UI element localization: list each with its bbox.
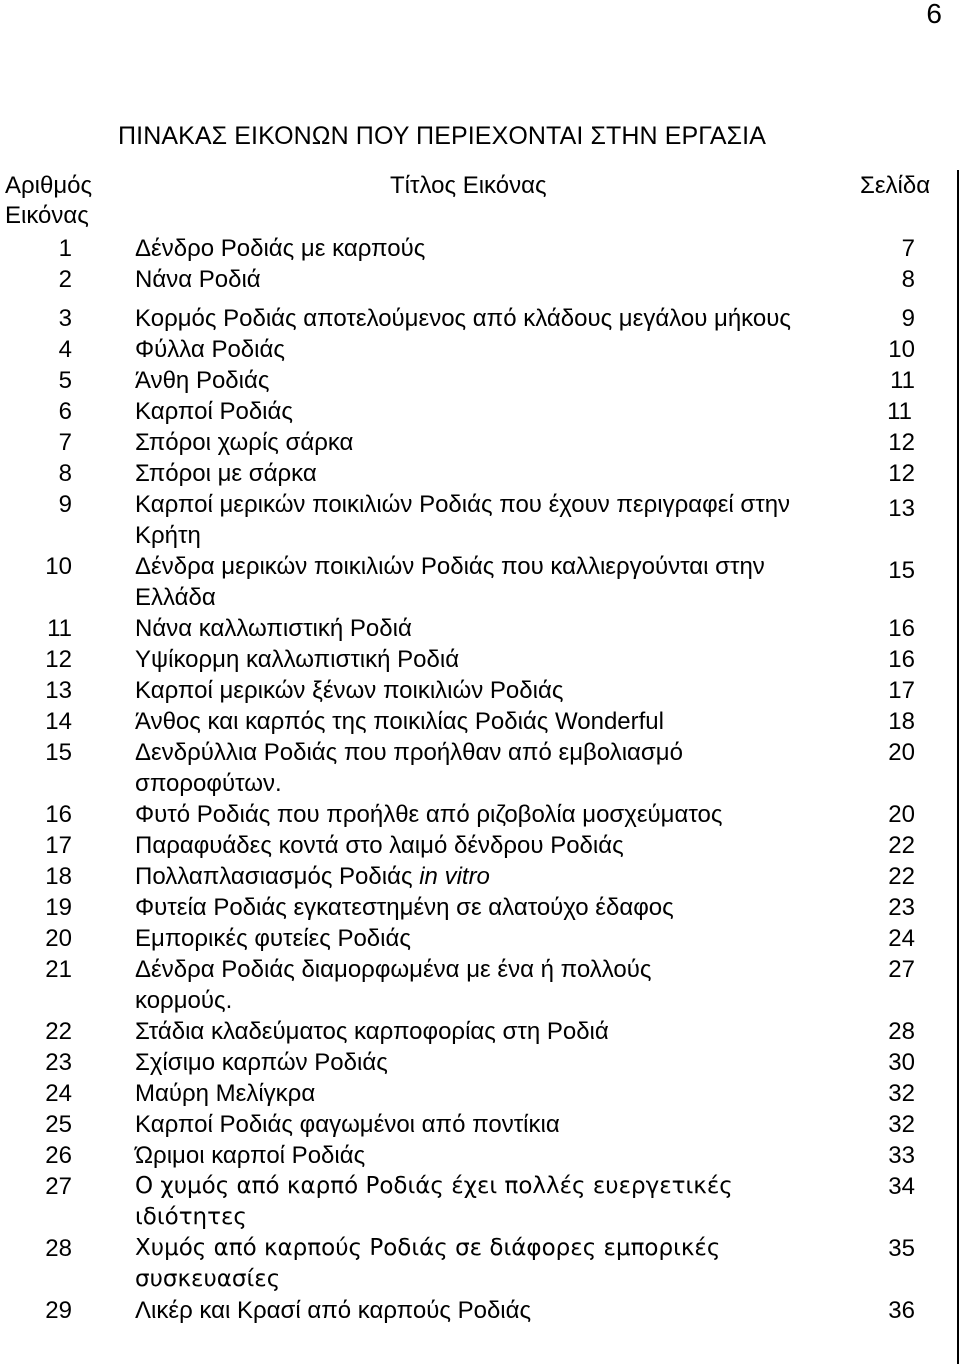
page-number: 6 bbox=[926, 0, 942, 29]
table-row bbox=[0, 613, 960, 644]
row-number: 2 bbox=[58, 266, 72, 293]
row-number: 27 bbox=[45, 1173, 72, 1200]
table-row bbox=[0, 551, 960, 613]
row-page: 20 bbox=[888, 801, 915, 828]
row-page: 12 bbox=[888, 429, 915, 456]
row-number: 24 bbox=[45, 1080, 72, 1107]
table-row bbox=[0, 675, 960, 706]
row-number: 22 bbox=[45, 1018, 72, 1045]
row-number: 18 bbox=[45, 863, 72, 890]
row-page: 8 bbox=[901, 266, 915, 293]
row-page: 20 bbox=[888, 739, 915, 766]
row-title: Μαύρη Μελίγκρα bbox=[135, 1080, 316, 1107]
table-row bbox=[0, 303, 960, 334]
table-row bbox=[0, 365, 960, 396]
row-number: 15 bbox=[45, 739, 72, 766]
row-number: 9 bbox=[58, 491, 72, 518]
column-header-number bbox=[5, 171, 125, 231]
row-title: Νάνα καλλωπιστική Ροδιά bbox=[135, 615, 412, 642]
row-page: 22 bbox=[888, 863, 915, 890]
row-number: 7 bbox=[58, 429, 72, 456]
row-page: 17 bbox=[888, 677, 915, 704]
column-header-number-line2: Εικόνας bbox=[5, 202, 89, 229]
table-row bbox=[0, 799, 960, 830]
row-title: Σχίσιμο καρπών Ροδιάς bbox=[135, 1049, 388, 1076]
table-row bbox=[0, 489, 960, 551]
table-row bbox=[0, 737, 960, 799]
row-title: Στάδια κλαδεύματος καρποφορίας στη Ροδιά bbox=[135, 1018, 609, 1045]
row-number: 20 bbox=[45, 925, 72, 952]
row-number: 1 bbox=[58, 235, 72, 262]
row-title: Ώριμοι καρποί Ροδιάς bbox=[135, 1142, 366, 1169]
row-title: Δένδρα Ροδιάς διαμορφωμένα με ένα ή πολλούς κορμούς. bbox=[135, 956, 652, 1014]
row-title: Δένδρα μερικών ποικιλιών Ροδιάς που καλλιεργούνται στην Ελλάδα bbox=[135, 553, 765, 611]
table-row bbox=[0, 644, 960, 675]
row-page: 16 bbox=[888, 646, 915, 673]
row-title: Φύλλα Ροδιάς bbox=[135, 336, 285, 363]
table-row bbox=[0, 1109, 960, 1140]
column-header-number-line1: Αριθμός bbox=[5, 172, 93, 199]
table-row bbox=[0, 892, 960, 923]
column-header-page: Σελίδα bbox=[860, 172, 931, 199]
table-row bbox=[0, 1078, 960, 1109]
row-title: Καρποί μερικών ξένων ποικιλιών Ροδιάς bbox=[135, 677, 564, 704]
table-row bbox=[0, 923, 960, 954]
row-title: Υψίκορμη καλλωπιστική Ροδιά bbox=[135, 646, 460, 673]
row-title: Καρποί Ροδιάς bbox=[135, 398, 293, 425]
row-number: 14 bbox=[45, 708, 72, 735]
table-row bbox=[0, 1295, 960, 1326]
row-title-text: Πολλαπλασιασμός Ροδιάς bbox=[135, 863, 413, 890]
table-row bbox=[0, 706, 960, 737]
row-page: 24 bbox=[888, 925, 915, 952]
row-title: Σπόροι χωρίς σάρκα bbox=[135, 429, 354, 456]
table-row bbox=[0, 1140, 960, 1171]
row-title: Ο χυμός από καρπό Ροδιάς έχει πολλές ευεργετικές ιδιότητες bbox=[135, 1173, 733, 1230]
row-page: 13 bbox=[888, 495, 915, 522]
row-page: 22 bbox=[888, 832, 915, 859]
row-page: 9 bbox=[901, 305, 915, 332]
row-number: 4 bbox=[58, 336, 72, 363]
row-page: 27 bbox=[888, 956, 915, 983]
row-page: 18 bbox=[888, 708, 915, 735]
table-header bbox=[0, 170, 960, 232]
row-title bbox=[135, 861, 825, 892]
row-title: Σπόροι με σάρκα bbox=[135, 460, 317, 487]
row-number: 28 bbox=[45, 1235, 72, 1262]
row-title: Χυμός από καρπούς Ροδιάς σε διάφορες εμπορικές συσκευασίες bbox=[135, 1235, 721, 1292]
row-number: 11 bbox=[47, 615, 72, 642]
row-title: Εμπορικές φυτείες Ροδιάς bbox=[135, 925, 411, 952]
row-number: 25 bbox=[45, 1111, 72, 1138]
row-page: 15 bbox=[888, 557, 915, 584]
row-title: Φυτεία Ροδιάς εγκατεστημένη σε αλατούχο έδαφος bbox=[135, 894, 674, 921]
table-row bbox=[0, 334, 960, 365]
row-page: 16 bbox=[888, 615, 915, 642]
row-number: 17 bbox=[45, 832, 72, 859]
figures-table-body bbox=[0, 232, 960, 1326]
row-page: 11 bbox=[887, 398, 912, 425]
row-page: 32 bbox=[888, 1111, 915, 1138]
row-number: 6 bbox=[58, 398, 72, 425]
row-page: 36 bbox=[888, 1297, 915, 1324]
table-row bbox=[0, 1016, 960, 1047]
table-row bbox=[0, 427, 960, 458]
table-row bbox=[0, 861, 960, 892]
row-number: 12 bbox=[45, 646, 72, 673]
row-page: 11 bbox=[890, 367, 915, 394]
table-row bbox=[0, 458, 960, 489]
row-title: Νάνα Ροδιά bbox=[135, 266, 261, 293]
row-page: 12 bbox=[888, 460, 915, 487]
row-number: 21 bbox=[45, 956, 72, 983]
row-page: 33 bbox=[888, 1142, 915, 1169]
row-page: 10 bbox=[888, 336, 915, 363]
row-title: Φυτό Ροδιάς που προήλθε από ριζοβολία μοσχεύματος bbox=[135, 801, 723, 828]
row-number: 29 bbox=[45, 1297, 72, 1324]
row-page: 23 bbox=[888, 894, 915, 921]
row-title: Δενδρύλλια Ροδιάς που προήλθαν από εμβολιασμό σποροφύτων. bbox=[135, 739, 683, 797]
row-number: 26 bbox=[45, 1142, 72, 1169]
table-row bbox=[0, 830, 960, 861]
table-row bbox=[0, 233, 960, 264]
table-row bbox=[0, 1047, 960, 1078]
table-row bbox=[0, 954, 960, 1016]
row-page: 30 bbox=[888, 1049, 915, 1076]
row-number: 3 bbox=[58, 305, 72, 332]
table-row bbox=[0, 1233, 960, 1295]
row-number: 8 bbox=[58, 460, 72, 487]
row-title-italic: in vitro bbox=[419, 863, 490, 890]
row-title: Καρποί μερικών ποικιλιών Ροδιάς που έχουν περιγραφεί στην Κρήτη bbox=[135, 491, 791, 549]
row-title: Άνθη Ροδιάς bbox=[135, 367, 270, 394]
row-title: Καρποί Ροδιάς φαγωμένοι από ποντίκια bbox=[135, 1111, 560, 1138]
row-page: 28 bbox=[888, 1018, 915, 1045]
row-title: Παραφυάδες κοντά στο λαιμό δένδρου Ροδιάς bbox=[135, 832, 624, 859]
table-row bbox=[0, 264, 960, 295]
page-title: ΠΙΝΑΚΑΣ ΕΙΚΟΝΩΝ ΠΟΥ ΠΕΡΙΕΧΟΝΤΑΙ ΣΤΗΝ ΕΡΓΑΣΙΑ bbox=[118, 122, 766, 150]
row-title: Δένδρο Ροδιάς με καρπούς bbox=[135, 235, 426, 262]
table-row bbox=[0, 1171, 960, 1233]
row-page: 35 bbox=[888, 1235, 915, 1262]
row-page: 7 bbox=[901, 235, 915, 262]
row-page: 32 bbox=[888, 1080, 915, 1107]
row-number: 5 bbox=[58, 367, 72, 394]
row-number: 19 bbox=[45, 894, 72, 921]
row-title: Λικέρ και Κρασί από καρπούς Ροδιάς bbox=[135, 1297, 532, 1324]
row-page: 34 bbox=[888, 1173, 915, 1200]
row-number: 16 bbox=[45, 801, 72, 828]
table-row bbox=[0, 396, 960, 427]
row-number: 13 bbox=[45, 677, 72, 704]
row-title: Κορμός Ροδιάς αποτελούμενος από κλάδους μεγάλου μήκους bbox=[135, 305, 791, 332]
column-header-title: Τίτλος Εικόνας bbox=[390, 172, 547, 199]
row-number: 10 bbox=[45, 553, 72, 580]
row-title: Άνθος και καρπός της ποικιλίας Ροδιάς Wonderful bbox=[135, 708, 664, 735]
row-number: 23 bbox=[45, 1049, 72, 1076]
